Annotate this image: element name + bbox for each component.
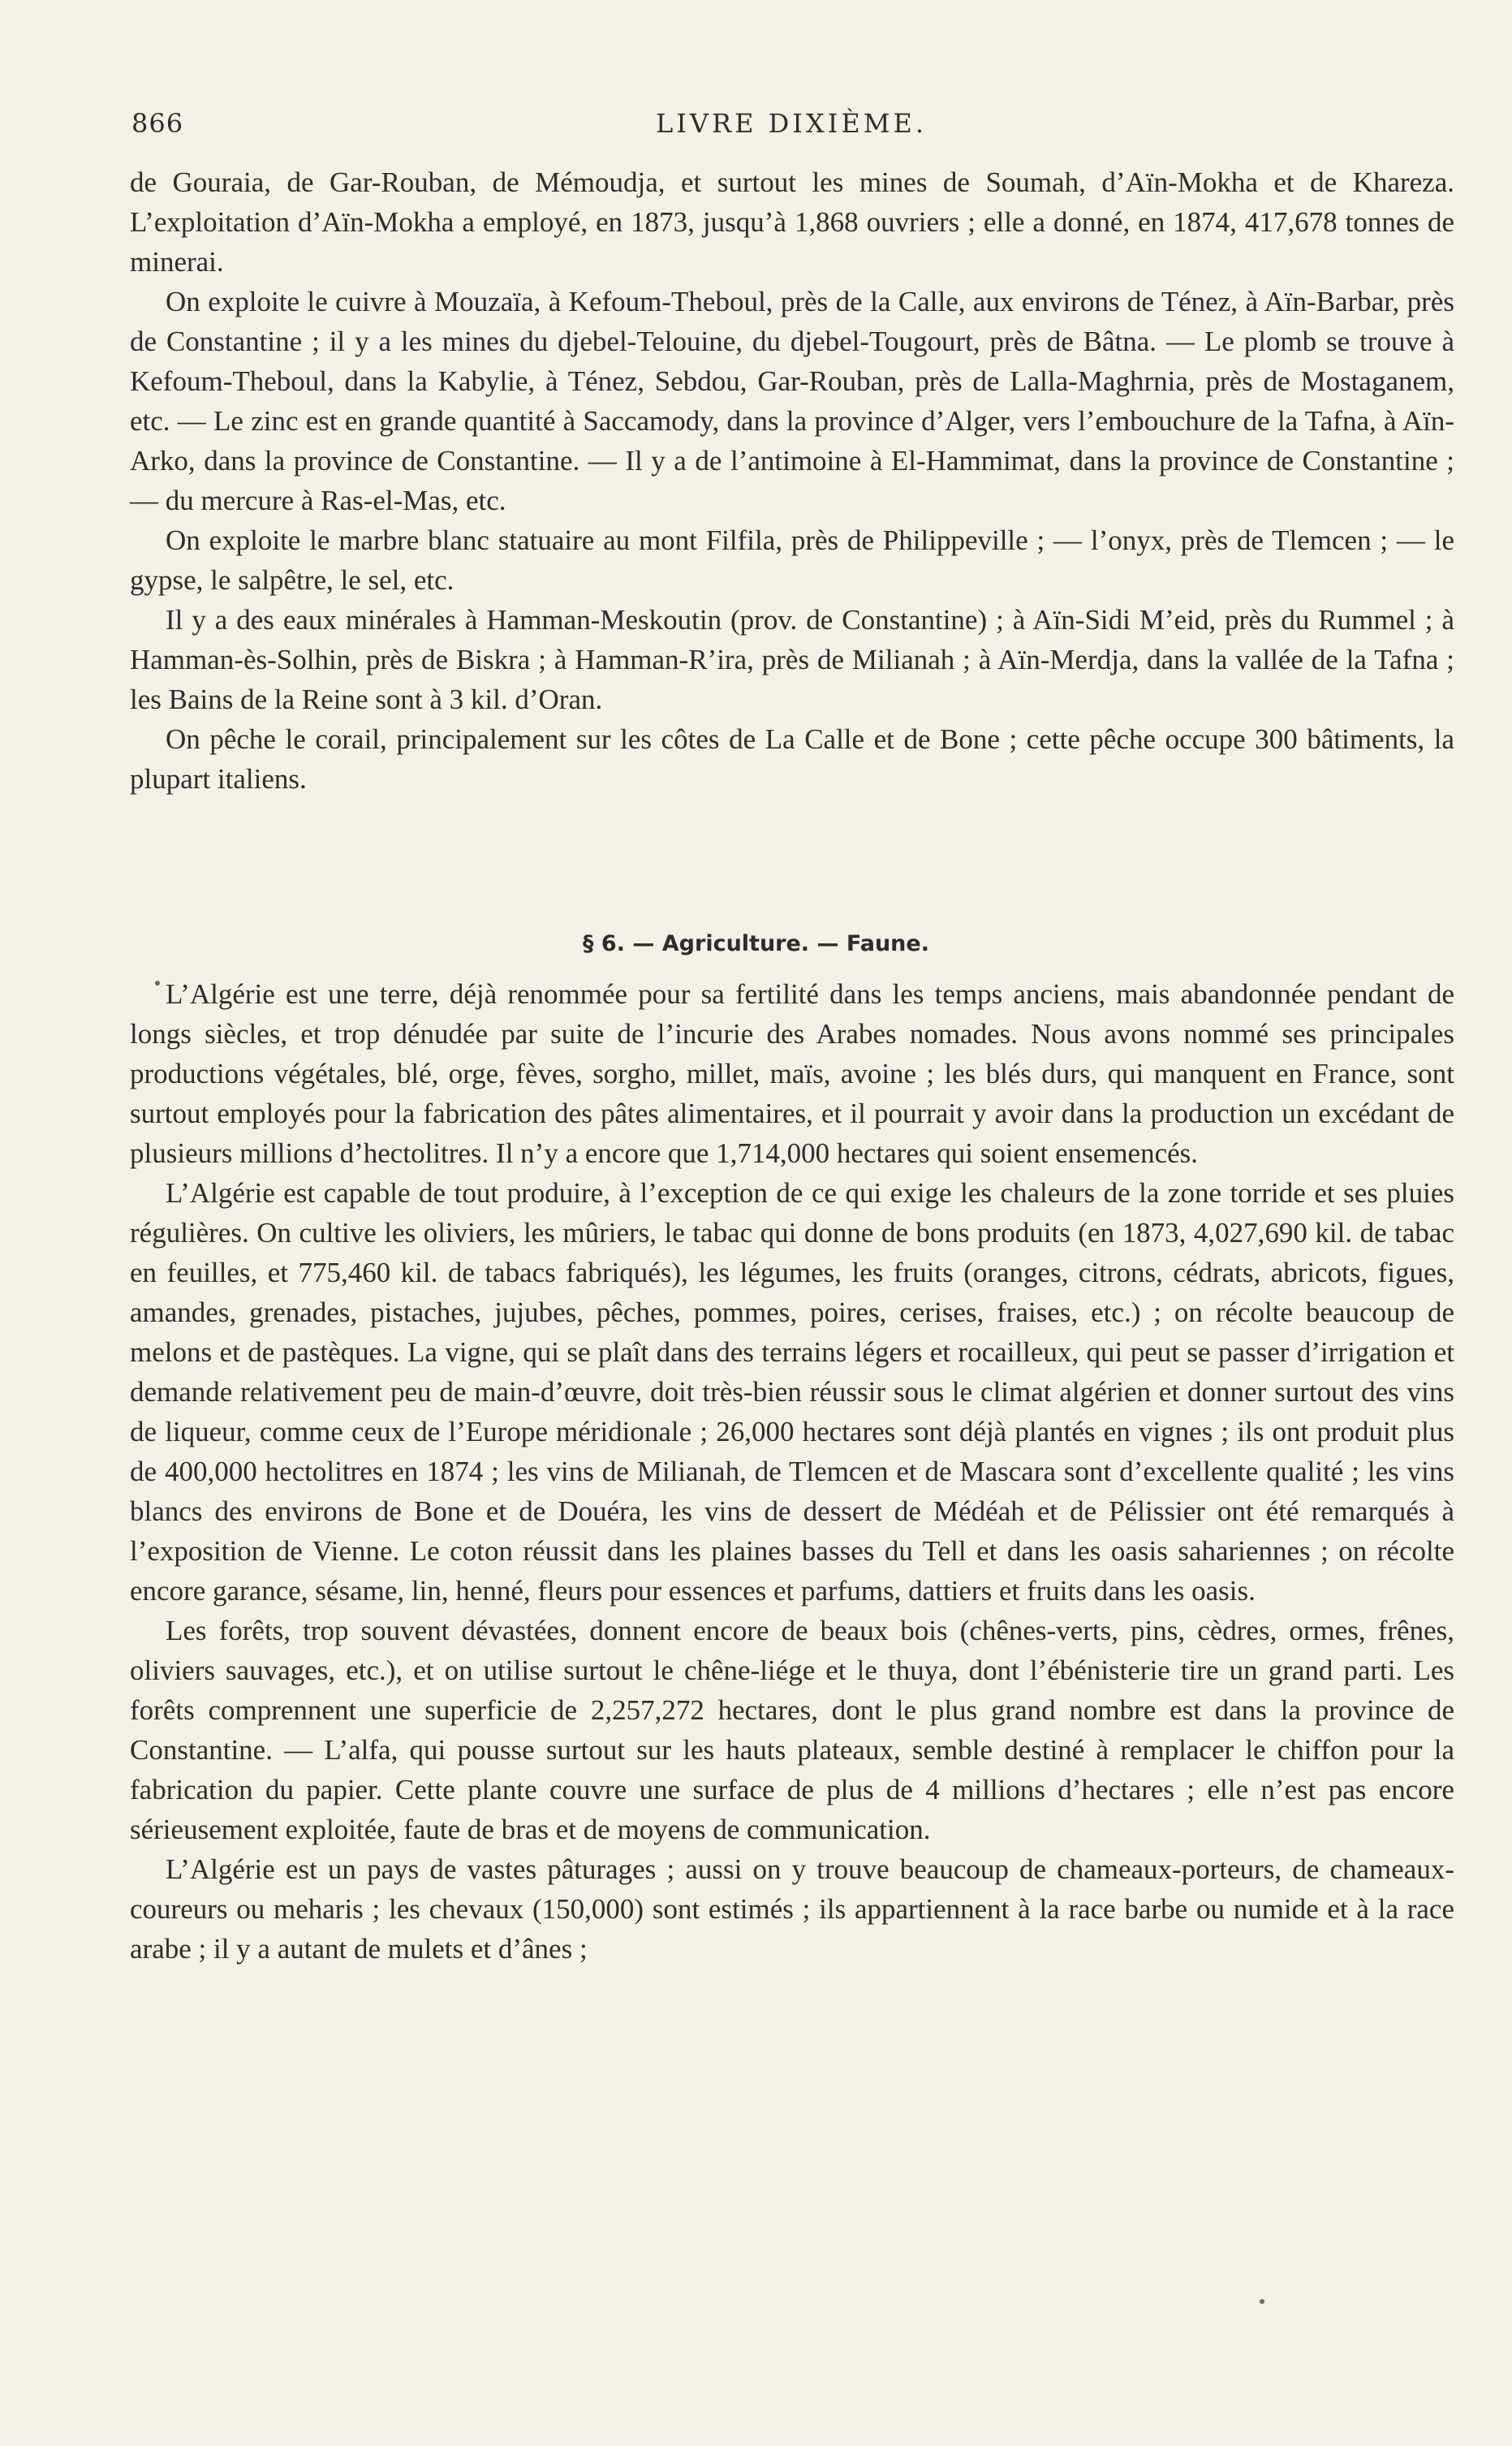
paragraph: Les forêts, trop souvent dévastées, donnent encore de beaux bois (chênes-verts, pins, cèdres, ormes, frênes, oliviers sauvages, etc.), et on utilise surtout le chêne-liége et le thuya, dont l’ébénisterie tire un grand parti. Les forêts comprennent une superficie de 2,257,272 hectares, dont le plus grand nombre est dans la province de Constantine. — L’alfa, qui pousse surtout sur les hauts plateaux, semble destiné à remplacer le chiffon pour la fabrication du papier. Cette plante couvre une surface de plus de 4 millions d’hectares ; elle n’est pas encore sérieusement exploitée, faute de bras et de moyens de communication. [130, 1615, 1454, 1845]
paragraph: de Gouraia, de Gar-Rouban, de Mémoudja, et surtout les mines de Soumah, d’Aïn-Mokha et de Khareza. L’exploitation d’Aïn-Mokha a employé, en 1873, jusqu’à 1,868 ouvriers ; elle a donné, en 1874, 417,678 tonnes de minerai. [130, 166, 1454, 278]
paragraph: On exploite le cuivre à Mouzaïa, à Kefoum-Theboul, près de la Calle, aux environs de Ténez, à Aïn-Barbar, près de Constantine ; il y a les mines du djebel-Telouine, du djebel-Tougourt, près de Bâtna. — Le plomb se trouve à Kefoum-Theboul, dans la Kabylie, à Ténez, Sebdou, Gar-Rouban, près de Lalla-Maghrnia, près de Mostaganem, etc. — Le zinc est en grande quantité à Saccamody, dans la province d’Alger, vers l’embouchure de la Tafna, à Aïn-Arko, dans la province de Constantine. — Il y a de l’antimoine à El-Hammimat, dans la province de Constantine ; — du mercure à Ras-el-Mas, etc. [130, 286, 1454, 516]
paragraph: On exploite le marbre blanc statuaire au mont Filfila, près de Philippeville ; — l’onyx, près de Tlemcen ; — le gypse, le salpêtre, le sel, etc. [130, 524, 1454, 596]
paragraph: L’Algérie est une terre, déjà renommée pour sa fertilité dans les temps anciens, mais abandonnée pendant de longs siècles, et trop dénudée par suite de l’incurie des Arabes nomades. Nous avons nommé ses principales productions végétales, blé, orge, fèves, sorgho, millet, maïs, avoine ; les blés durs, qui manquent en France, sont surtout employés pour la fabrication des pâtes alimentaires, et il pourrait y avoir dans la production un excédant de plusieurs millions d’hectolitres. Il n’y a encore que 1,714,000 hectares qui soient ensemencés. [130, 978, 1454, 1169]
print-speck [155, 981, 160, 986]
body-text-top [130, 162, 1454, 799]
paragraph: L’Algérie est un pays de vastes pâturages ; aussi on y trouve beaucoup de chameaux-porteurs, de chameaux-coureurs ou meharis ; les chevaux (150,000) sont estimés ; ils appartiennent à la race barbe ou numide et à la race arabe ; il y a autant de mulets et d’ânes ; [130, 1853, 1454, 1965]
paragraph: Il y a des eaux minérales à Hamman-Meskoutin (prov. de Constantine) ; à Aïn-Sidi M’eid, près du Rummel ; à Hamman-ès-Solhin, près de Biskra ; à Hamman-R’ira, près de Milianah ; à Aïn-Merdja, dans la vallée de la Tafna ; les Bains de la Reine sont à 3 kil. d’Oran. [130, 604, 1454, 715]
paragraph: L’Algérie est capable de tout produire, à l’exception de ce qui exige les chaleurs de la zone torride et ses pluies régulières. On cultive les oliviers, les mûriers, le tabac qui donne de bons produits (en 1873, 4,027,690 kil. de tabac en feuilles, et 775,460 kil. de tabacs fabriqués), les légumes, les fruits (oranges, citrons, cédrats, abricots, figues, amandes, grenades, pistaches, jujubes, pêches, pommes, poires, cerises, fraises, etc.) ; on récolte beaucoup de melons et de pastèques. La vigne, qui se plaît dans des terrains légers et rocailleux, qui peut se passer d’irrigation et demande relativement peu de main-d’œuvre, doit très-bien réussir sous le climat algérien et donner surtout des vins de liqueur, comme ceux de l’Europe méridionale ; 26,000 hectares sont déjà plantés en vignes ; ils ont produit plus de 400,000 hectolitres en 1874 ; les vins de Milianah, de Tlemcen et de Mascara sont d’excellente qualité ; les vins blancs des environs de Bone et de Douéra, les vins de dessert de Médéah et de Pélissier ont été remarqués à l’exposition de Vienne. Le coton réussit dans les plaines basses du Tell et dans les oasis sahariennes ; on récolte encore garance, sésame, lin, henné, fleurs pour essences et parfums, dattiers et fruits dans les oasis. [130, 1177, 1454, 1607]
running-title: LIVRE DIXIÈME. [656, 108, 927, 139]
print-speck [1260, 2299, 1264, 2304]
body-text-bottom [130, 974, 1454, 1969]
page-number: 866 [131, 108, 184, 139]
section-heading: § 6. — Agriculture. — Faune. [583, 931, 929, 956]
paragraph: On pêche le corail, principalement sur les côtes de La Calle et de Bone ; cette pêche occupe 300 bâtiments, la plupart italiens. [130, 723, 1454, 795]
page-header [0, 99, 1512, 148]
